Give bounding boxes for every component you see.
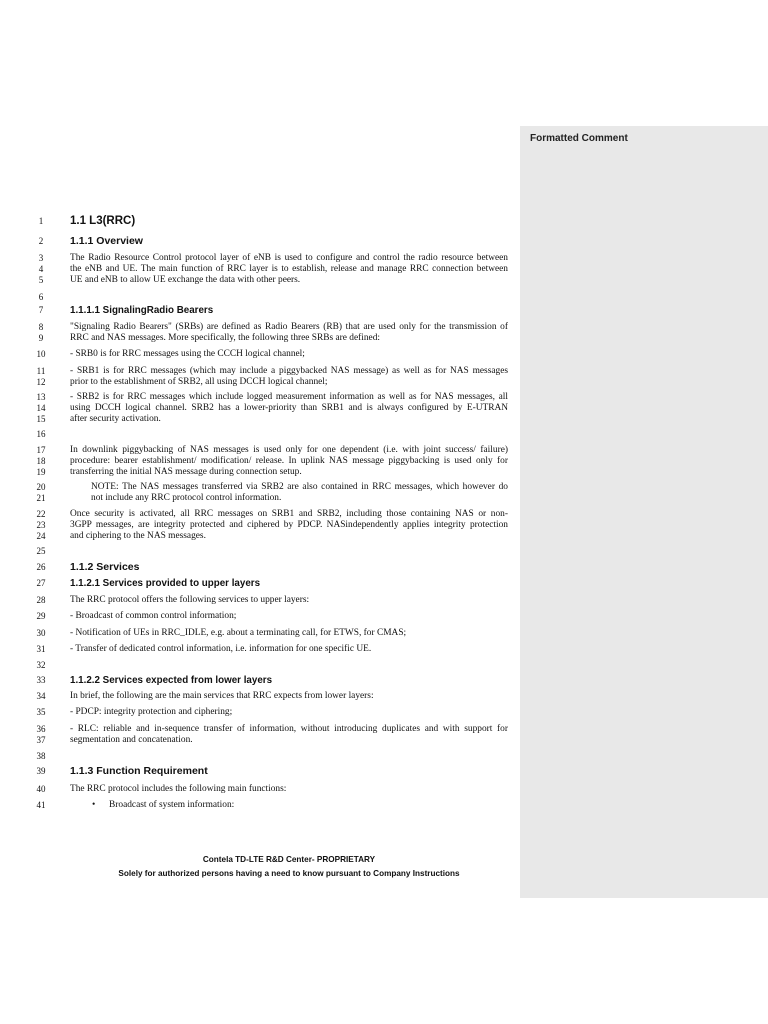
- line-number: 22: [36, 509, 46, 519]
- paragraph-text: In downlink piggybacking of NAS messages is used only for one dependent (i.e. with joint success/ failure): [70, 445, 508, 455]
- line-number: 14: [36, 403, 46, 413]
- note-text: not include any RRC protocol control information.: [91, 493, 282, 503]
- line-number: 11: [36, 366, 46, 376]
- line-number: 31: [36, 644, 46, 654]
- line-number: 19: [36, 467, 46, 477]
- line-number: 16: [36, 429, 46, 439]
- line-number: 30: [36, 628, 46, 638]
- paragraph-text: In brief, the following are the main services that RRC expects from lower layers:: [70, 691, 374, 701]
- heading-2: 1.1.2 Services: [70, 561, 140, 573]
- paragraph-text: transferring the initial NAS message during connection setup.: [70, 467, 302, 477]
- line-number: 27: [36, 578, 46, 588]
- paragraph-text: - RLC: reliable and in-sequence transfer of information, without introducing duplicates and with support for: [70, 724, 508, 734]
- paragraph-text: Once security is activated, all RRC messages on SRB1 and SRB2, including those containing NAS or non-: [70, 509, 508, 519]
- heading-2: 1.1.1 Overview: [70, 235, 143, 247]
- line-number: 1: [38, 216, 44, 226]
- paragraph-text: prior to the establishment of SRB2, all using DCCH logical channel;: [70, 377, 328, 387]
- line-number: 20: [36, 482, 46, 492]
- line-number: 29: [36, 611, 46, 621]
- line-number: 15: [36, 414, 46, 424]
- paragraph-text: 3GPP messages, are integrity protected and ciphered by PDCP. NASindependently applies integrity protection: [70, 520, 508, 530]
- heading-3: 1.1.2.2 Services expected from lower layers: [70, 675, 273, 686]
- line-number: 33: [36, 675, 46, 685]
- line-number: 36: [36, 724, 46, 734]
- paragraph-text: the eNB and UE. The main function of RRC layer is to establish, release and manage RRC connection between: [70, 264, 508, 274]
- line-number: 6: [38, 292, 44, 302]
- footer-proprietary: Contela TD-LTE R&D Center- PROPRIETARY: [202, 855, 376, 864]
- paragraph-text: - Broadcast of common control information;: [70, 611, 237, 621]
- line-number: 28: [36, 595, 46, 605]
- line-number: 39: [36, 766, 46, 776]
- line-number: 24: [36, 531, 46, 541]
- line-number: 12: [36, 377, 46, 387]
- paragraph-text: and ciphering to the NAS messages.: [70, 531, 206, 541]
- line-number: 9: [38, 333, 44, 343]
- bullet-icon: •: [92, 800, 96, 810]
- line-number: 8: [38, 322, 44, 332]
- line-number: 26: [36, 562, 46, 572]
- line-number: 40: [36, 784, 46, 794]
- paragraph-text: The RRC protocol includes the following main functions:: [70, 784, 287, 794]
- line-number: 4: [38, 264, 44, 274]
- bullet-text: Broadcast of system information:: [109, 800, 235, 810]
- line-number: 23: [36, 520, 46, 530]
- heading-3: 1.1.1.1 SignalingRadio Bearers: [70, 305, 214, 316]
- paragraph-text: - SRB1 is for RRC messages (which may include a piggybacked NAS message) as well as for NAS messages: [70, 366, 508, 376]
- line-number: 25: [36, 546, 46, 556]
- line-number: 34: [36, 691, 46, 701]
- paragraph-text: - PDCP: integrity protection and ciphering;: [70, 707, 233, 717]
- paragraph-text: RRC and NAS messages. More specifically, the following three SRBs are defined:: [70, 333, 381, 343]
- line-number: 38: [36, 751, 46, 761]
- footer-notice: Solely for authorized persons having a need to know pursuant to Company Instructions: [118, 869, 460, 878]
- paragraph-text: - Transfer of dedicated control information, i.e. information for one specific UE.: [70, 644, 372, 654]
- line-number: 18: [36, 456, 46, 466]
- paragraph-text: - SRB2 is for RRC messages which include logged measurement information as well as for NAS messages, all: [70, 392, 508, 402]
- note-text: NOTE: The NAS messages transferred via SRB2 are also contained in RRC messages, which however do: [91, 482, 508, 492]
- paragraph-text: - SRB0 is for RRC messages using the CCCH logical channel;: [70, 349, 305, 359]
- comment-pane-label: Formatted Comment: [530, 133, 628, 144]
- heading-1: 1.1 L3(RRC): [70, 215, 136, 227]
- heading-2: 1.1.3 Function Requirement: [70, 765, 208, 777]
- line-number: 7: [38, 305, 44, 315]
- paragraph-text: "Signaling Radio Bearers" (SRBs) are defined as Radio Bearers (RB) that are used only for the transmission of: [70, 322, 508, 332]
- line-number: 10: [36, 349, 46, 359]
- paragraph-text: segmentation and concatenation.: [70, 735, 193, 745]
- paragraph-text: procedure: bearer establishment/ modification/ release. In uplink NAS message piggybacking is used only for: [70, 456, 508, 466]
- line-number: 2: [38, 236, 44, 246]
- line-number: 5: [38, 275, 44, 285]
- line-number: 17: [36, 445, 46, 455]
- heading-3: 1.1.2.1 Services provided to upper layers: [70, 578, 261, 589]
- line-number: 21: [36, 493, 46, 503]
- paragraph-text: - Notification of UEs in RRC_IDLE, e.g. about a terminating call, for ETWS, for CMAS;: [70, 628, 407, 638]
- paragraph-text: UE and eNB to allow UE exchange the data with other peers.: [70, 275, 301, 285]
- paragraph-text: after security activation.: [70, 414, 161, 424]
- line-number: 13: [36, 392, 46, 402]
- paragraph-text: The Radio Resource Control protocol layer of eNB is used to configure and control the radio resource between: [70, 253, 508, 263]
- line-number: 32: [36, 660, 46, 670]
- line-number: 3: [38, 253, 44, 263]
- paragraph-text: using DCCH logical channel. SRB2 has a lower-priority than SRB1 and is always configured by E-UTRAN: [70, 403, 508, 413]
- comment-pane: [520, 126, 768, 898]
- line-number: 37: [36, 735, 46, 745]
- paragraph-text: The RRC protocol offers the following services to upper layers:: [70, 595, 310, 605]
- line-number: 35: [36, 707, 46, 717]
- line-number: 41: [36, 800, 46, 810]
